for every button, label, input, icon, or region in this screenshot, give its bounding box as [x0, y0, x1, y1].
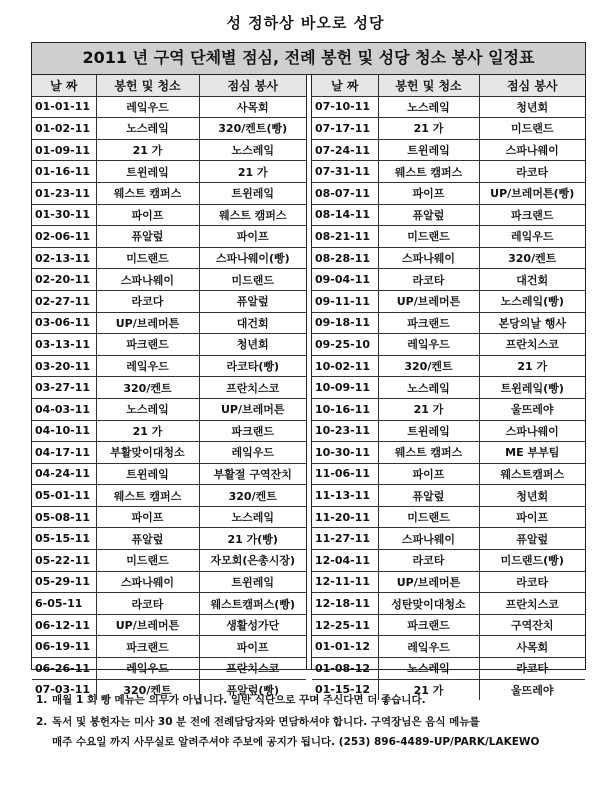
table-row [312, 398, 585, 420]
offering-cleaning-cell: 라코타 [378, 269, 479, 291]
date-cell: 01-23-11 [32, 182, 96, 204]
lunch-service-cell: 청년회 [479, 485, 585, 507]
offering-cleaning-cell: 부활맞이대청소 [96, 442, 199, 464]
table-row [312, 269, 585, 291]
table-row [32, 420, 306, 442]
offering-cleaning-cell: 트윈레잌 [96, 161, 199, 183]
table-row [312, 355, 585, 377]
lunch-service-cell: 레잌우드 [479, 226, 585, 248]
date-cell: 10-02-11 [312, 355, 378, 377]
offering-cleaning-cell: 파이프 [378, 463, 479, 485]
lunch-service-cell: 사목회 [199, 96, 306, 118]
table-row [32, 377, 306, 399]
table-row [312, 614, 585, 636]
lunch-service-cell: 트윈레잌 [199, 571, 306, 593]
table-row [312, 377, 585, 399]
date-cell: 11-20-11 [312, 506, 378, 528]
date-cell: 07-17-11 [312, 118, 378, 140]
offering-cleaning-cell: 스파나웨이 [378, 528, 479, 550]
date-cell: 10-23-11 [312, 420, 378, 442]
offering-cleaning-cell: 노스레잌 [378, 658, 479, 680]
offering-cleaning-cell: 노스레잌 [96, 118, 199, 140]
offering-cleaning-cell: 레잌우드 [96, 96, 199, 118]
lunch-service-cell: 퓨알렆 [199, 290, 306, 312]
lunch-service-cell: 라코타 [479, 161, 585, 183]
lunch-service-cell: 대건회 [199, 312, 306, 334]
lunch-service-cell: 미드랜드(빵) [479, 550, 585, 572]
offering-cleaning-cell: 레잌우드 [96, 658, 199, 680]
table-row [32, 204, 306, 226]
date-cell: 04-03-11 [32, 398, 96, 420]
offering-cleaning-cell: 트윈레잌 [378, 420, 479, 442]
table-row [312, 420, 585, 442]
lunch-service-cell: 본당의날 행사 [479, 312, 585, 334]
offering-cleaning-cell: 레잌우드 [378, 334, 479, 356]
notes-list [36, 690, 596, 754]
date-cell: 02-06-11 [32, 226, 96, 248]
table-row [32, 226, 306, 248]
offering-cleaning-cell: 퓨알렆 [378, 485, 479, 507]
note-text-continued: 매주 수요일 까지 사무실로 알려주셔야 주보에 공지가 됩니다. (253) 896-4489-UP/PARK/LAKEWO [52, 736, 540, 748]
date-cell: 09-04-11 [312, 269, 378, 291]
lunch-service-cell: 트윈레잌(빵) [479, 377, 585, 399]
lunch-service-cell: 프란치스코 [479, 334, 585, 356]
date-cell: 08-28-11 [312, 247, 378, 269]
right-header-row [312, 75, 585, 96]
lunch-service-cell: 웨스트 캠퍼스 [199, 204, 306, 226]
church-name: 성 정하상 바오로 성당 [226, 14, 385, 32]
note-item [36, 712, 596, 752]
offering-cleaning-cell: 퓨알렆 [96, 528, 199, 550]
lunch-service-cell: 스파나웨이(빵) [199, 247, 306, 269]
column-header-lunch-service: 점심 봉사 [479, 75, 585, 96]
note-number: 1. [36, 694, 48, 706]
lunch-service-cell: 생활성가단 [199, 614, 306, 636]
offering-cleaning-cell: 웨스트 캠퍼스 [378, 442, 479, 464]
left-header-row [32, 75, 306, 96]
schedule-left-half [32, 75, 306, 700]
table-row [32, 269, 306, 291]
table-row [312, 290, 585, 312]
note-item [36, 690, 596, 710]
lunch-service-cell: 라코타(빵) [199, 355, 306, 377]
note-number: 2. [36, 716, 48, 728]
lunch-service-cell: ME 부부팀 [479, 442, 585, 464]
table-row [32, 506, 306, 528]
offering-cleaning-cell: 트윈레잌 [96, 463, 199, 485]
lunch-service-cell: 웨스트캠퍼스(빵) [199, 593, 306, 615]
lunch-service-cell: 파크랜드 [479, 204, 585, 226]
offering-cleaning-cell: 성탄맞이대청소 [378, 593, 479, 615]
date-cell: 01-01-11 [32, 96, 96, 118]
lunch-service-cell: 파이프 [199, 636, 306, 658]
date-cell: 03-06-11 [32, 312, 96, 334]
offering-cleaning-cell: 미드랜드 [378, 506, 479, 528]
table-row [32, 636, 306, 658]
table-row [32, 398, 306, 420]
date-cell: 02-13-11 [32, 247, 96, 269]
table-row [312, 182, 585, 204]
offering-cleaning-cell: 스파나웨이 [96, 571, 199, 593]
table-row [32, 485, 306, 507]
date-cell: 04-17-11 [32, 442, 96, 464]
lunch-service-cell: 구역잔치 [479, 614, 585, 636]
offering-cleaning-cell: 노스레잌 [378, 96, 479, 118]
offering-cleaning-cell: 320/켄트 [378, 355, 479, 377]
date-cell: 04-10-11 [32, 420, 96, 442]
date-cell: 11-13-11 [312, 485, 378, 507]
offering-cleaning-cell: 웨스트 캠퍼스 [378, 161, 479, 183]
offering-cleaning-cell: 미드랜드 [378, 226, 479, 248]
offering-cleaning-cell: 파크랜드 [378, 614, 479, 636]
offering-cleaning-cell: 레잌우드 [378, 636, 479, 658]
schedule-title: 2011 년 구역 단체별 점심, 전례 봉헌 및 성당 청소 봉사 일정표 [32, 43, 585, 75]
lunch-service-cell: 노스레잌 [199, 139, 306, 161]
lunch-service-cell: 프란치스코 [199, 377, 306, 399]
table-row [32, 528, 306, 550]
offering-cleaning-cell: 퓨알렆 [378, 204, 479, 226]
lunch-service-cell: 프란치스코 [199, 658, 306, 680]
lunch-service-cell: UP/브레머튼 [199, 398, 306, 420]
date-cell: 10-30-11 [312, 442, 378, 464]
offering-cleaning-cell: 파크랜드 [96, 636, 199, 658]
table-row [32, 312, 306, 334]
date-cell: 11-27-11 [312, 528, 378, 550]
table-row [32, 658, 306, 680]
lunch-service-cell: 파크랜드 [199, 420, 306, 442]
date-cell: 12-18-11 [312, 593, 378, 615]
lunch-service-cell: 사목회 [479, 636, 585, 658]
lunch-service-cell: 청년회 [199, 334, 306, 356]
table-row [312, 658, 585, 680]
date-cell: 05-15-11 [32, 528, 96, 550]
lunch-service-cell: 노스레잌 [199, 506, 306, 528]
table-row [312, 312, 585, 334]
offering-cleaning-cell: 21 가 [378, 118, 479, 140]
lunch-service-cell: 미드랜드 [479, 118, 585, 140]
lunch-service-cell: 21 가 [479, 355, 585, 377]
offering-cleaning-cell: 라코다 [96, 290, 199, 312]
offering-cleaning-cell: 레잌우드 [96, 355, 199, 377]
table-row [32, 334, 306, 356]
offering-cleaning-cell: 스파나웨이 [96, 269, 199, 291]
offering-cleaning-cell: 파크랜드 [378, 312, 479, 334]
table-row [312, 118, 585, 140]
date-cell: 08-14-11 [312, 204, 378, 226]
table-row [312, 139, 585, 161]
offering-cleaning-cell: 미드랜드 [96, 247, 199, 269]
offering-cleaning-cell: UP/브레머튼 [96, 614, 199, 636]
date-cell: 09-11-11 [312, 290, 378, 312]
table-row [312, 550, 585, 572]
date-cell: 03-13-11 [32, 334, 96, 356]
date-cell: 10-09-11 [312, 377, 378, 399]
lunch-service-cell: 라코타 [479, 658, 585, 680]
offering-cleaning-cell: 파이프 [96, 506, 199, 528]
column-header-date: 날 짜 [312, 75, 378, 96]
table-row [312, 463, 585, 485]
offering-cleaning-cell: UP/브레머튼 [378, 290, 479, 312]
date-cell: 02-20-11 [32, 269, 96, 291]
table-row [32, 571, 306, 593]
date-cell: 07-24-11 [312, 139, 378, 161]
date-cell: 07-03-11 [32, 679, 96, 700]
lunch-service-cell: 청년회 [479, 96, 585, 118]
table-row [312, 636, 585, 658]
offering-cleaning-cell: 노스레잌 [378, 377, 479, 399]
date-cell: 06-19-11 [32, 636, 96, 658]
table-row [312, 571, 585, 593]
date-cell: 01-02-11 [32, 118, 96, 140]
date-cell: 05-08-11 [32, 506, 96, 528]
offering-cleaning-cell: 21 가 [96, 420, 199, 442]
date-cell: 01-01-12 [312, 636, 378, 658]
date-cell: 6-05-11 [32, 593, 96, 615]
offering-cleaning-cell: 파크랜드 [96, 334, 199, 356]
table-row [312, 334, 585, 356]
lunch-service-cell: UP/브레머튼(빵) [479, 182, 585, 204]
offering-cleaning-cell: 21 가 [96, 139, 199, 161]
date-cell: 03-20-11 [32, 355, 96, 377]
date-cell: 05-22-11 [32, 550, 96, 572]
date-cell: 05-01-11 [32, 485, 96, 507]
table-row [32, 442, 306, 464]
date-cell: 03-27-11 [32, 377, 96, 399]
date-cell: 01-16-11 [32, 161, 96, 183]
table-row [312, 442, 585, 464]
offering-cleaning-cell: 퓨알렆 [96, 226, 199, 248]
lunch-service-cell: 320/켄트 [199, 485, 306, 507]
table-row [32, 593, 306, 615]
date-cell: 12-25-11 [312, 614, 378, 636]
offering-cleaning-cell: UP/브레머튼 [378, 571, 479, 593]
date-cell: 12-11-11 [312, 571, 378, 593]
lunch-service-cell: 파이프 [199, 226, 306, 248]
lunch-service-cell: 21 가 [199, 161, 306, 183]
column-header-offering-cleaning: 봉헌 및 청소 [378, 75, 479, 96]
date-cell: 06-26-11 [32, 658, 96, 680]
note-text: 독서 및 봉헌자는 미사 30 분 전에 전례담당자와 면담하셔야 합니다. 구역장님은 음식 메뉴를 [52, 716, 480, 728]
table-row [32, 290, 306, 312]
date-cell: 06-12-11 [32, 614, 96, 636]
lunch-service-cell: 퓨알렆(빵) [226, 683, 280, 697]
lunch-service-cell: 프란치스코 [479, 593, 585, 615]
date-cell: 08-07-11 [312, 182, 378, 204]
column-header-offering-cleaning: 봉헌 및 청소 [96, 75, 199, 96]
date-cell: 02-27-11 [32, 290, 96, 312]
offering-cleaning-cell: 라코타 [96, 593, 199, 615]
lunch-service-cell: 트윈레잌 [199, 182, 306, 204]
offering-cleaning-cell: 트윈레잌 [378, 139, 479, 161]
table-row [312, 226, 585, 248]
note-text: 매월 1 회 빵 메뉴는 의무가 아닙니다. 일반 식단으로 꾸며 주신다면 더 좋습니다. [52, 694, 426, 706]
offering-cleaning-cell: 노스레잌 [96, 398, 199, 420]
offering-cleaning-cell: UP/브레머튼 [96, 312, 199, 334]
table-row [312, 161, 585, 183]
table-row [32, 118, 306, 140]
column-header-lunch-service: 점심 봉사 [199, 75, 306, 96]
offering-cleaning-cell: 21 가 [378, 679, 479, 700]
lunch-service-cell: 웨스트캠퍼스 [479, 463, 585, 485]
lunch-service-cell: 320/켄트 [479, 247, 585, 269]
table-row [312, 204, 585, 226]
date-cell: 01-08-12 [312, 658, 378, 680]
lunch-service-cell: 퓨알렆 [479, 528, 585, 550]
offering-cleaning-cell: 미드랜드 [96, 550, 199, 572]
table-row [32, 614, 306, 636]
schedule-table [31, 42, 586, 697]
table-row [32, 355, 306, 377]
lunch-service-cell: 자모회(은총시장) [199, 550, 306, 572]
date-cell: 01-09-11 [32, 139, 96, 161]
offering-cleaning-cell: 21 가 [378, 398, 479, 420]
date-cell: 04-24-11 [32, 463, 96, 485]
date-cell: 11-06-11 [312, 463, 378, 485]
table-row [32, 247, 306, 269]
offering-cleaning-cell: 320/켄트 [96, 679, 199, 700]
lunch-service-cell: 라코타 [479, 571, 585, 593]
lunch-service-cell: 울뜨레야 [479, 398, 585, 420]
table-row [312, 247, 585, 269]
lunch-service-cell: 21 가(빵) [199, 528, 306, 550]
table-row [312, 506, 585, 528]
table-row [32, 550, 306, 572]
offering-cleaning-cell: 웨스트 캠퍼스 [96, 485, 199, 507]
table-row [32, 463, 306, 485]
offering-cleaning-cell: 스파나웨이 [378, 247, 479, 269]
column-header-date: 날 짜 [32, 75, 96, 96]
table-row [312, 528, 585, 550]
table-row [312, 593, 585, 615]
offering-cleaning-cell: 파이프 [378, 182, 479, 204]
date-cell: 07-31-11 [312, 161, 378, 183]
offering-cleaning-cell: 파이프 [96, 204, 199, 226]
table-row [32, 182, 306, 204]
table-row [32, 96, 306, 118]
lunch-service-cell: 스파나웨이 [479, 420, 585, 442]
lunch-service-cell: 파이프 [479, 506, 585, 528]
lunch-service-cell: 울뜨레야 [510, 683, 554, 697]
lunch-service-cell: 레잌우드 [199, 442, 306, 464]
lunch-service-cell: 대건회 [479, 269, 585, 291]
lunch-service-cell: 노스레잌(빵) [479, 290, 585, 312]
date-cell: 08-21-11 [312, 226, 378, 248]
offering-cleaning-cell: 320/켄트 [96, 377, 199, 399]
table-row [312, 96, 585, 118]
lunch-service-cell: 미드랜드 [199, 269, 306, 291]
date-cell: 09-18-11 [312, 312, 378, 334]
offering-cleaning-cell: 라코타 [378, 550, 479, 572]
date-cell: 12-04-11 [312, 550, 378, 572]
date-cell: 01-30-11 [32, 204, 96, 226]
offering-cleaning-cell: 웨스트 캠퍼스 [96, 182, 199, 204]
table-row [32, 139, 306, 161]
table-row [312, 485, 585, 507]
lunch-service-cell: 스파나웨이 [479, 139, 585, 161]
date-cell: 09-25-10 [312, 334, 378, 356]
table-row [32, 161, 306, 183]
lunch-service-cell: 부활절 구역잔치 [199, 463, 306, 485]
date-cell: 05-29-11 [32, 571, 96, 593]
date-cell: 07-10-11 [312, 96, 378, 118]
schedule-right-half [312, 75, 585, 700]
date-cell: 01-15-12 [312, 679, 378, 700]
lunch-service-cell: 320/켄트(빵) [199, 118, 306, 140]
date-cell: 10-16-11 [312, 398, 378, 420]
